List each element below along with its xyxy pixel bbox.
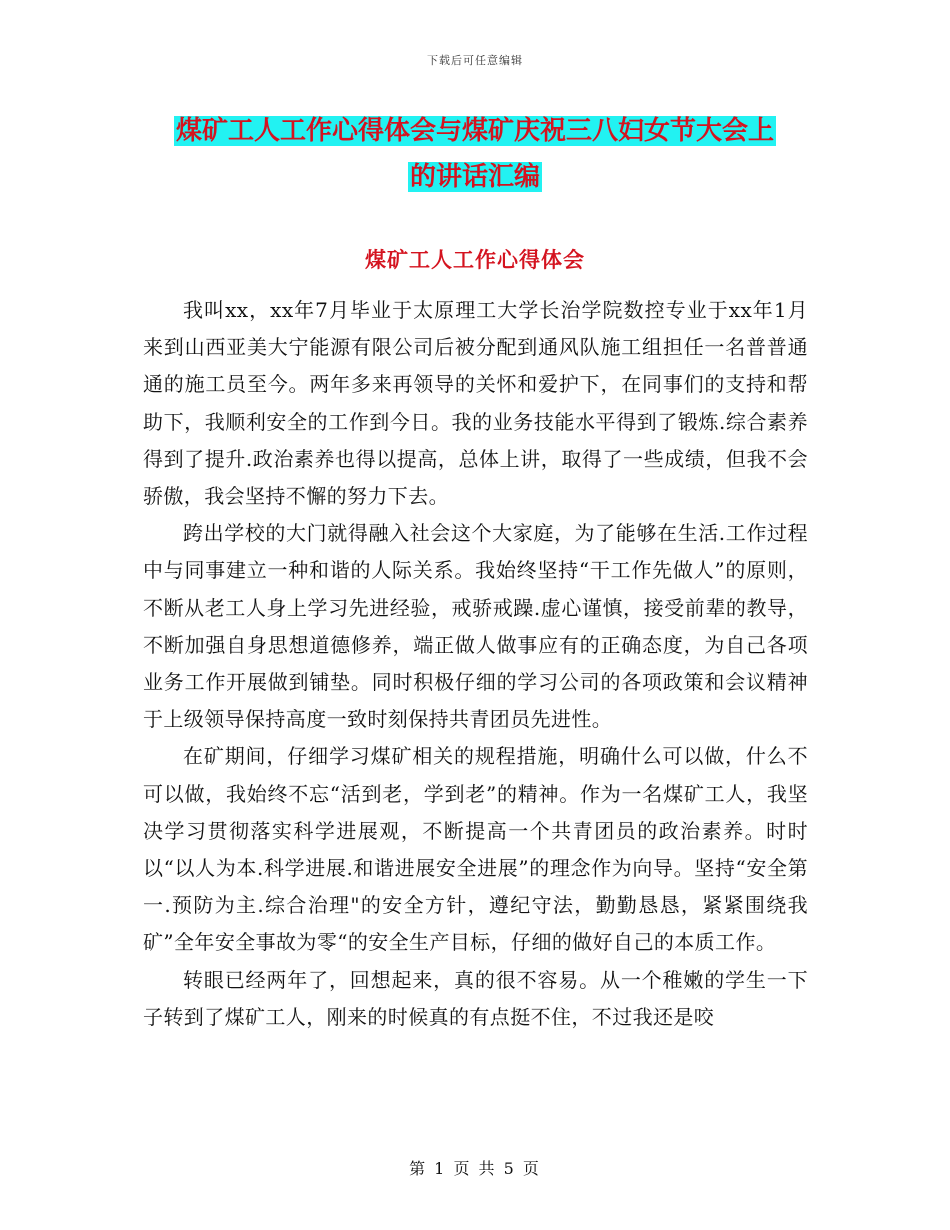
section-title: 煤矿工人工作心得体会 <box>365 247 585 272</box>
document-title <box>0 108 950 200</box>
paragraph-1: 我叫xx，xx年7月毕业于太原理工大学长治学院数控专业于xx年1月来到山西亚美大宁能源有限公司后被分配到通风队施工组担任一名普普通通的施工员至今。两年多来再领导的关怀和爱护下，在同事们的支持和帮助下，我顺利安全的工作到今日。我的业务技能水平得到了锻炼.综合素养得到了提升.政治素养也得以提高，总体上讲，取得了一些成绩，但我不会骄傲，我会坚持不懈的努力下去。 <box>143 298 808 509</box>
paragraph-3: 在矿期间，仔细学习煤矿相关的规程措施，明确什么可以做，什么不可以做，我始终不忘“活到老，学到老”的精神。作为一名煤矿工人，我坚决学习贯彻落实科学进展观，不断提高一个共青团员的政治素养。时时以“以人为本.科学进展.和谐进展安全进展”的理念作为向导。坚持“安全第一.预防为主.综合治理"的安全方针，遵纪守法，勤勤恳恳，紧紧围绕我矿”全年安全事故为零“的安全生产目标，仔细的做好自己的本质工作。 <box>143 744 808 955</box>
page-header-note: 下载后可任意编辑 <box>427 54 523 67</box>
article-body <box>143 292 808 1036</box>
page-number: 第 1 页 共 5 页 <box>409 1159 541 1178</box>
paragraph-2: 跨出学校的大门就得融入社会这个大家庭，为了能够在生活.工作过程中与同事建立一种和谐的人际关系。我始终坚持“干工作先做人”的原则，不断从老工人身上学习先进经验，戒骄戒躁.虚心谨慎，接受前辈的教导，不断加强自身思想道德修养，端正做人做事应有的正确态度，为自己各项业务工作开展做到铺垫。同时积极仔细的学习公司的各项政策和会议精神于上级领导保持高度一致时刻保持共青团员先进性。 <box>143 521 808 732</box>
document-title-line2: 的讲话汇编 <box>409 162 540 192</box>
document-title-line1: 煤矿工人工作心得体会与煤矿庆祝三八妇女节大会上 <box>175 116 774 146</box>
paragraph-4: 转眼已经两年了，回想起来，真的很不容易。从一个稚嫩的学生一下子转到了煤矿工人，刚来的时候真的有点挺不住，不过我还是咬 <box>143 967 808 1029</box>
